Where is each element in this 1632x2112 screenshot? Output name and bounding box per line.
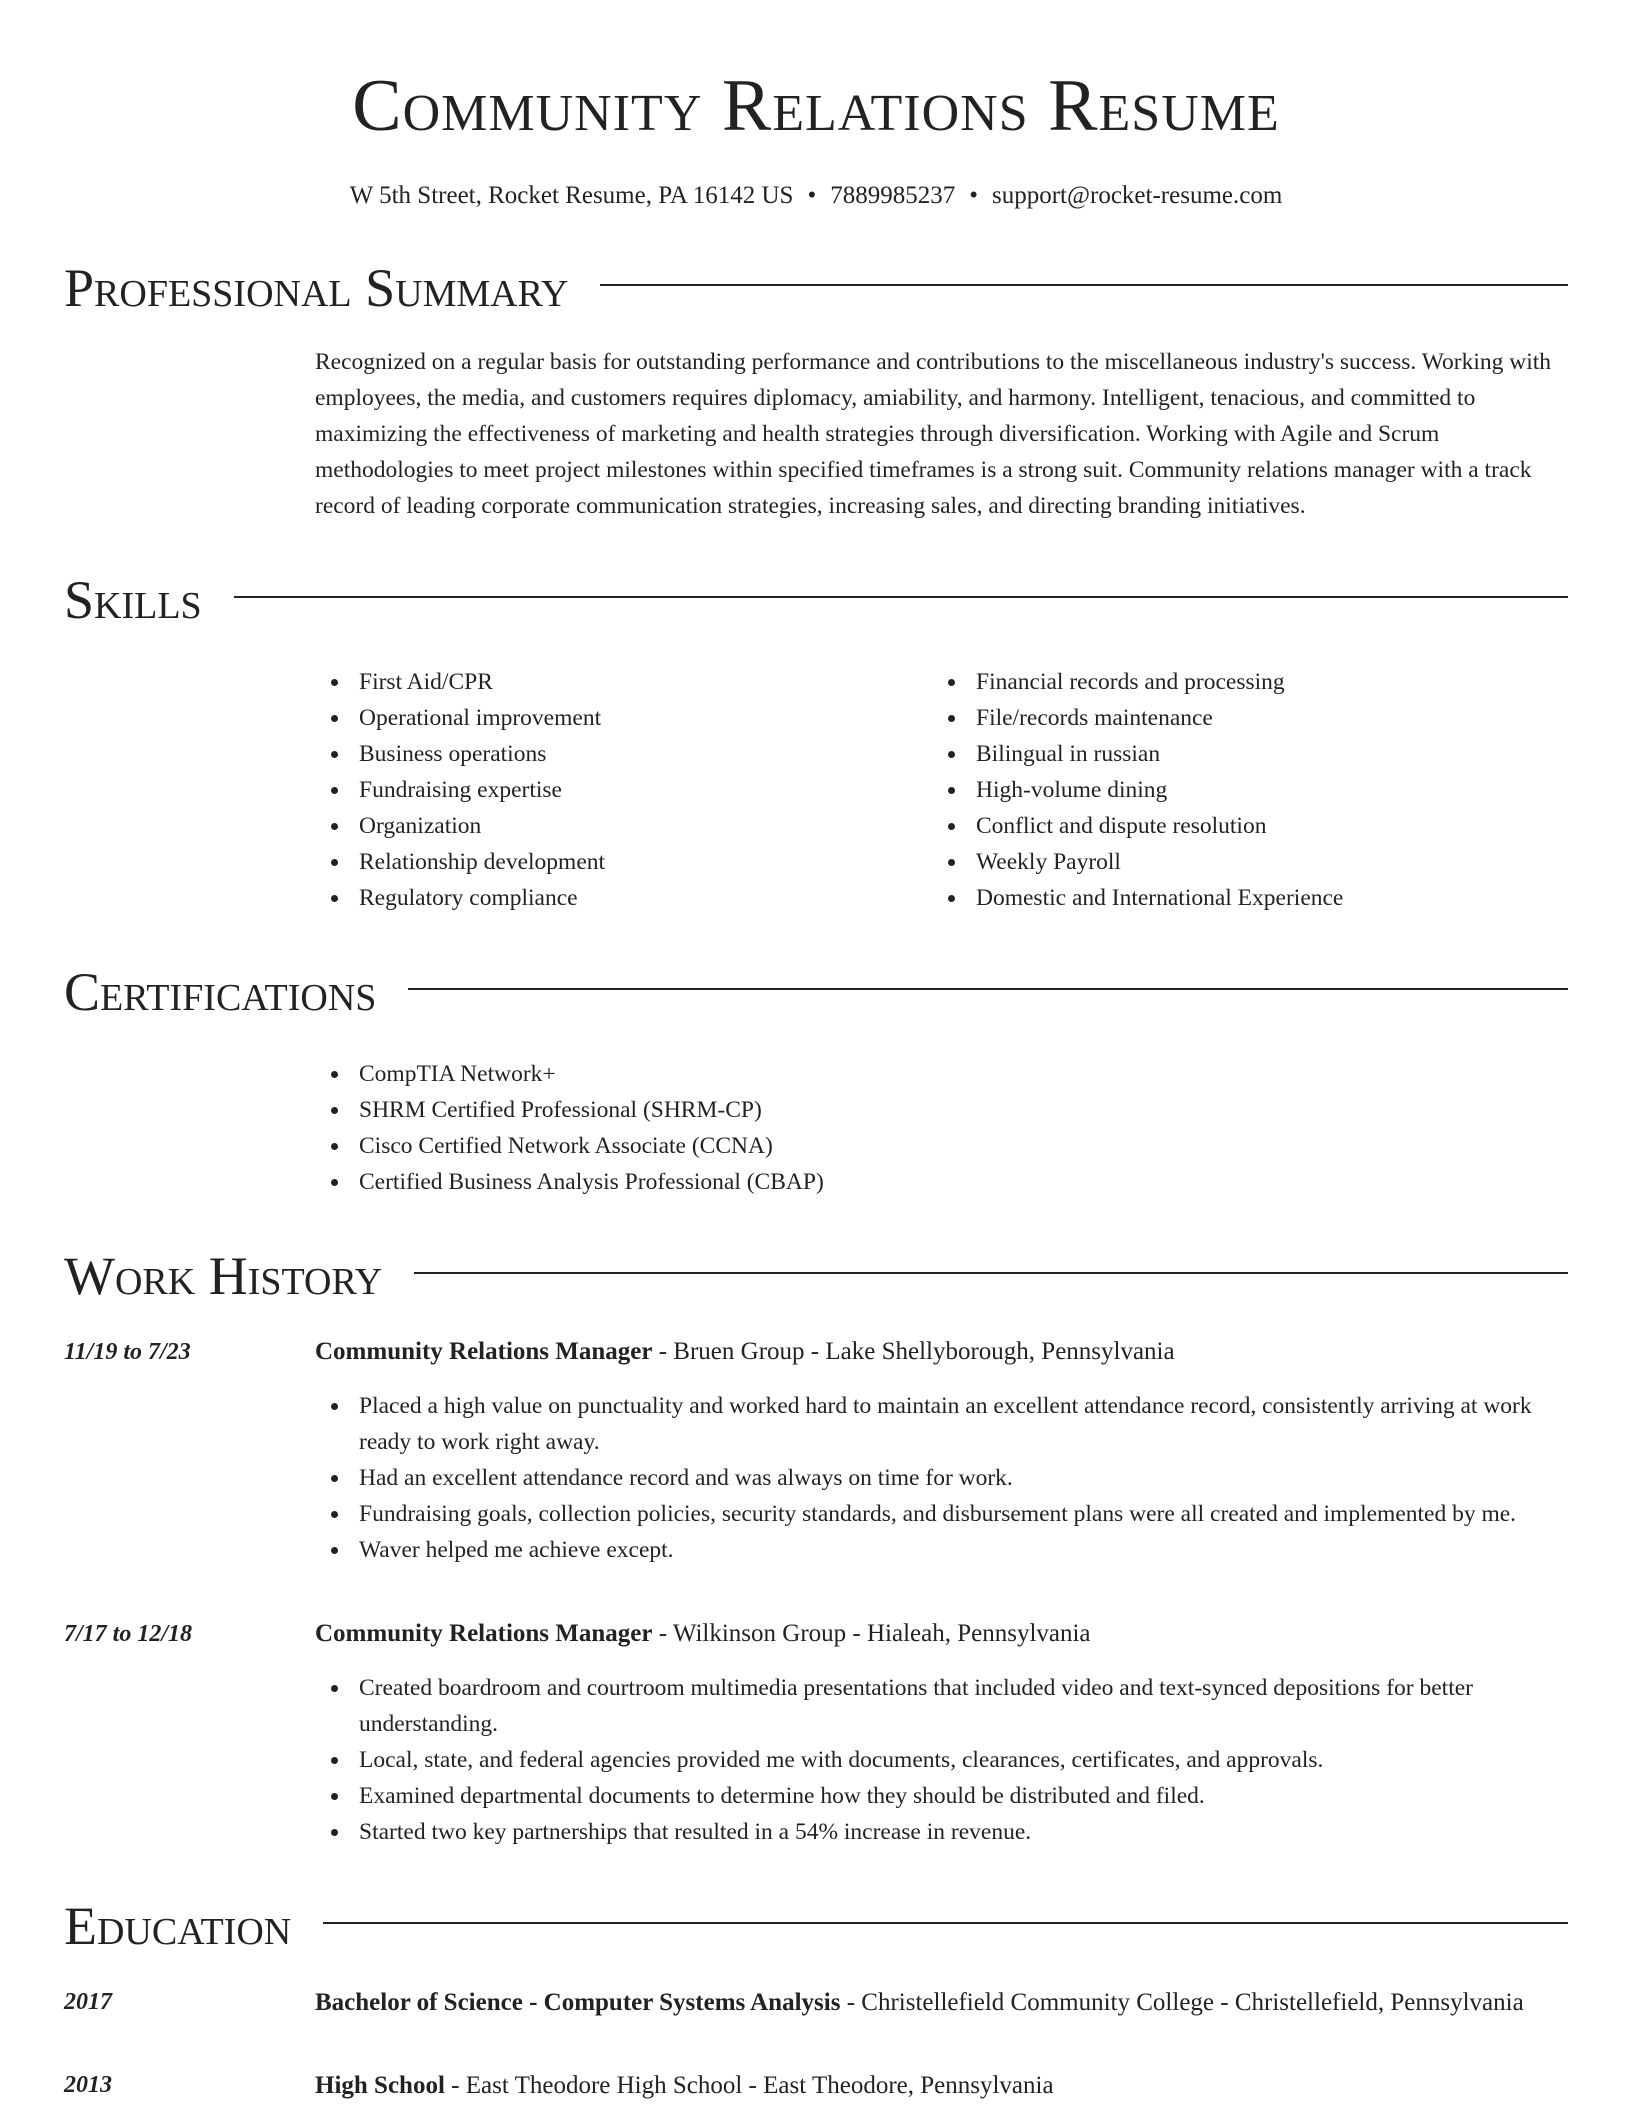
resume-title: Community Relations Resume bbox=[352, 65, 1280, 147]
skill-item: Conflict and dispute resolution bbox=[932, 808, 1549, 844]
address: W 5th Street, Rocket Resume, PA 16142 US bbox=[349, 182, 794, 209]
job-title-line bbox=[315, 1616, 1568, 1652]
section-title: Work History bbox=[64, 1246, 383, 1306]
skills-list-right bbox=[932, 664, 1549, 916]
section-summary-heading bbox=[64, 256, 1568, 320]
section-rule bbox=[408, 988, 1568, 990]
separator-dot: • bbox=[969, 182, 978, 209]
phone: 7889985237 bbox=[830, 182, 956, 209]
skills-list-left bbox=[315, 664, 932, 916]
education-content bbox=[315, 2067, 1568, 2104]
skill-item: Business operations bbox=[315, 736, 932, 772]
skill-item: Organization bbox=[315, 808, 932, 844]
certification-item: Certified Business Analysis Professional (CBAP) bbox=[315, 1164, 1568, 1200]
job-entry bbox=[64, 1616, 1568, 1850]
job-bullet: Waver helped me achieve except. bbox=[315, 1532, 1568, 1568]
contact-line bbox=[64, 180, 1568, 212]
skill-item: Weekly Payroll bbox=[932, 844, 1549, 880]
section-rule bbox=[323, 1922, 1568, 1924]
skills-columns bbox=[315, 664, 1568, 916]
job-entry bbox=[64, 1334, 1568, 1568]
job-title: Community Relations Manager bbox=[315, 1620, 653, 1647]
section-rule bbox=[234, 596, 1568, 598]
section-certifications-heading bbox=[64, 960, 1568, 1024]
section-title: Skills bbox=[64, 570, 202, 630]
job-bullet: Local, state, and federal agencies provided me with documents, clearances, certificates, and approvals. bbox=[315, 1742, 1568, 1778]
job-title-line bbox=[315, 1334, 1568, 1370]
section-skills-heading bbox=[64, 568, 1568, 632]
job-content bbox=[315, 1334, 1568, 1568]
education-content bbox=[315, 1984, 1568, 2021]
education-school: - East Theodore High School - East Theodore, Pennsylvania bbox=[444, 2072, 1054, 2099]
job-title: Community Relations Manager bbox=[315, 1338, 653, 1365]
section-title: Professional Summary bbox=[64, 258, 569, 318]
education-entry bbox=[64, 1984, 1568, 2021]
skill-item: First Aid/CPR bbox=[315, 664, 932, 700]
email: support@rocket-resume.com bbox=[991, 182, 1283, 209]
section-work-heading bbox=[64, 1244, 1568, 1308]
skill-item: High-volume dining bbox=[932, 772, 1549, 808]
job-bullets bbox=[315, 1670, 1568, 1850]
job-employer: - Wilkinson Group - Hialeah, Pennsylvania bbox=[652, 1620, 1091, 1647]
job-bullets bbox=[315, 1388, 1568, 1568]
education-entry bbox=[64, 2067, 1568, 2104]
certification-item: Cisco Certified Network Associate (CCNA) bbox=[315, 1128, 1568, 1164]
skill-item: Regulatory compliance bbox=[315, 880, 932, 916]
job-bullet: Started two key partnerships that resulted in a 54% increase in revenue. bbox=[315, 1814, 1568, 1850]
education-year: 2017 bbox=[64, 1989, 112, 2015]
job-dates: 11/19 to 7/23 bbox=[64, 1339, 191, 1365]
education-year: 2013 bbox=[64, 2072, 112, 2098]
skill-item: Bilingual in russian bbox=[932, 736, 1549, 772]
separator-dot: • bbox=[807, 182, 817, 209]
section-title: Certifications bbox=[64, 962, 377, 1022]
education-school: - Christellefield Community College - Christellefield, Pennsylvania bbox=[840, 1989, 1524, 2016]
skill-item: Relationship development bbox=[315, 844, 932, 880]
job-bullet: Examined departmental documents to determine how they should be distributed and filed. bbox=[315, 1778, 1568, 1814]
job-content bbox=[315, 1616, 1568, 1850]
section-rule bbox=[414, 1272, 1568, 1274]
summary-text: Recognized on a regular basis for outstanding performance and contributions to the miscellaneous industry's success. Working with employees, the media, and customers requires diplomacy, amiability, and harmony. Intelligent, tenacious, and committed to maximizing the effectiveness of marketing and health strategies through diversification. Working with Agile and Scrum methodologies to meet project milestones within specified timeframes is a strong suit. Community relations manager with a track record of leading corporate communication strategies, increasing sales, and directing branding initiatives. bbox=[315, 349, 1552, 519]
job-bullet: Placed a high value on punctuality and worked hard to maintain an excellent attendance record, consistently arriving at work ready to work right away. bbox=[315, 1388, 1568, 1460]
job-bullet: Had an excellent attendance record and was always on time for work. bbox=[315, 1460, 1568, 1496]
certifications-list bbox=[315, 1056, 1568, 1200]
skill-item: File/records maintenance bbox=[932, 700, 1549, 736]
job-employer: - Bruen Group - Lake Shellyborough, Pennsylvania bbox=[652, 1338, 1175, 1365]
certification-item: SHRM Certified Professional (SHRM-CP) bbox=[315, 1092, 1568, 1128]
job-bullet: Created boardroom and courtroom multimedia presentations that included video and text-synced depositions for better understanding. bbox=[315, 1670, 1568, 1742]
skill-item: Financial records and processing bbox=[932, 664, 1549, 700]
section-title: Education bbox=[64, 1896, 292, 1956]
section-education-heading bbox=[64, 1894, 1568, 1958]
skill-item: Operational improvement bbox=[315, 700, 932, 736]
certification-item: CompTIA Network+ bbox=[315, 1056, 1568, 1092]
skill-item: Fundraising expertise bbox=[315, 772, 932, 808]
education-degree: High School bbox=[315, 2072, 445, 2099]
skill-item: Domestic and International Experience bbox=[932, 880, 1549, 916]
section-rule bbox=[600, 284, 1568, 286]
job-dates: 7/17 to 12/18 bbox=[64, 1621, 193, 1647]
education-degree: Bachelor of Science - Computer Systems Analysis bbox=[315, 1989, 841, 2016]
job-bullet: Fundraising goals, collection policies, security standards, and disbursement plans were all created and implemented by me. bbox=[315, 1496, 1568, 1532]
